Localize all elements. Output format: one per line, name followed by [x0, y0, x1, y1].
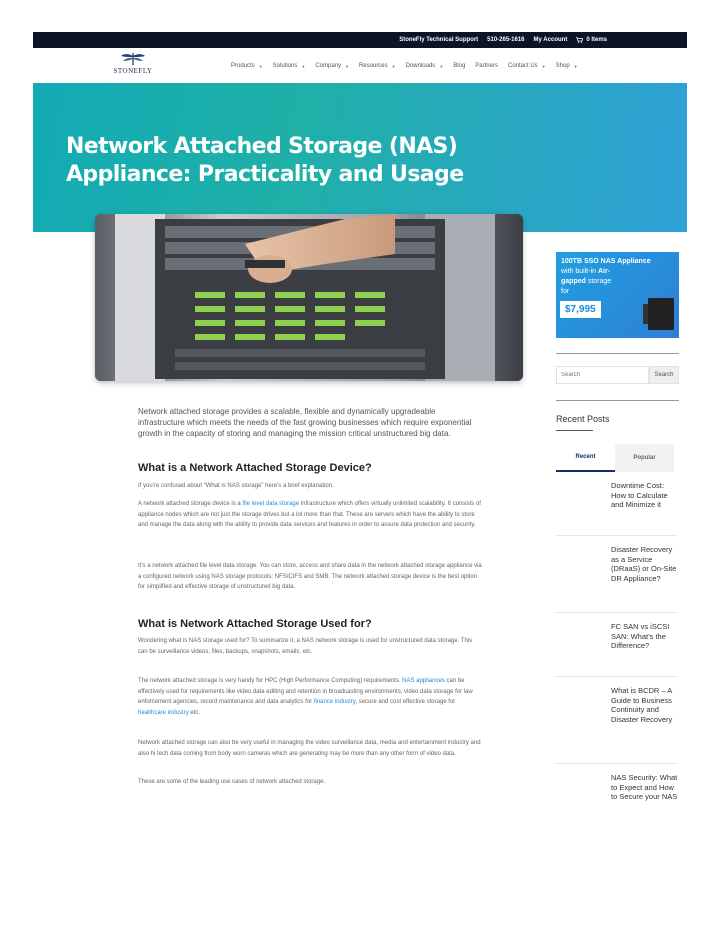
- dragonfly-logo-icon: [120, 52, 146, 66]
- chevron-down-icon: ▼: [301, 63, 306, 69]
- nav-item-blog[interactable]: [453, 63, 465, 69]
- top-bar: [33, 32, 687, 48]
- post-divider: [556, 612, 677, 613]
- article-paragraph: If you’re confused about “What is NAS storage” here’s a brief explanation.: [138, 483, 334, 489]
- article-paragraph: Wondering what is NAS storage used for? To summarize it, a NAS network storage is used for unstructured data storage. This can be surveillance videos, files, backups, snapshots, emails, etc.: [138, 638, 473, 655]
- nav-item-label: Resources: [358, 63, 388, 69]
- recent-post-link[interactable]: Disaster Recovery as a Service (DRaaS) or On-Site DR Appliance?: [611, 545, 677, 583]
- post-tabs: [556, 444, 674, 472]
- ad-text-4: storage: [585, 278, 612, 285]
- nav-item-label: Blog: [453, 63, 466, 69]
- article-paragraph: These are some of the leading use cases of network attached storage.: [138, 779, 326, 785]
- article-text: The network attached storage is very handy for HPC (High Performance Computing) requirements.: [138, 678, 403, 684]
- server-rack-illustration: [95, 214, 523, 381]
- search-button[interactable]: Search: [649, 366, 679, 384]
- ad-text-2: Air-: [597, 268, 611, 275]
- ad-price: $7,995: [560, 301, 601, 318]
- article-text: etc.: [188, 709, 201, 716]
- nav-item-label: Shop: [555, 63, 570, 69]
- recent-post-link[interactable]: Downtime Cost: How to Calculate and Minimize it: [611, 481, 668, 509]
- nav-item-label: Partners: [475, 63, 498, 69]
- nav-item-products[interactable]: [231, 63, 263, 69]
- my-account-link[interactable]: My Account: [533, 37, 568, 43]
- chevron-down-icon: ▼: [541, 63, 546, 69]
- post-divider: [556, 763, 677, 764]
- cart-count: 0 Items: [586, 37, 607, 43]
- post-divider: [556, 535, 677, 536]
- nav-item-shop[interactable]: [556, 63, 578, 69]
- nav-item-downloads[interactable]: [406, 63, 444, 69]
- recent-posts-title: Recent Posts: [556, 414, 610, 424]
- chevron-down-icon: ▼: [573, 63, 578, 69]
- nas-appliances-link[interactable]: NAS appliances: [402, 678, 445, 684]
- article-paragraph: [138, 499, 483, 531]
- ad-headline: 100TB SSO NAS Appliance: [561, 258, 651, 265]
- article-intro: Network attached storage provides a scalable, flexible and dynamically upgradeable infrastructure which meets the needs of the fast growing businesses which require exponential growth in the capacity of storing and managing the mission critical unstructured big data.: [138, 407, 472, 438]
- sidebar-search: [556, 366, 679, 384]
- chevron-down-icon: ▼: [258, 63, 263, 69]
- phone-link[interactable]: 510-265-1616: [487, 37, 525, 43]
- main-nav: [231, 63, 578, 69]
- tab-recent[interactable]: Recent: [556, 444, 615, 472]
- nas-device-icon: [648, 298, 674, 330]
- nav-item-partners[interactable]: [475, 63, 498, 69]
- nav-item-label: Products: [231, 63, 255, 69]
- ad-text-3: gapped: [561, 278, 586, 285]
- sidebar-divider: [556, 353, 679, 354]
- site-header: [33, 48, 687, 80]
- recent-posts-underline: [556, 430, 593, 431]
- featured-image: [95, 214, 523, 381]
- nav-item-solutions[interactable]: [273, 63, 306, 69]
- stonefly-logo[interactable]: [113, 52, 153, 80]
- article-text: A network attached storage device is a: [138, 501, 243, 507]
- nav-item-resources[interactable]: [359, 63, 396, 69]
- cart-link[interactable]: [576, 37, 607, 43]
- sidebar-divider: [556, 400, 679, 401]
- chevron-down-icon: ▼: [439, 63, 444, 69]
- nav-item-label: Company: [315, 63, 341, 69]
- logo-text: STONEFLY: [113, 67, 153, 75]
- ad-text-1: with built-in: [561, 268, 598, 275]
- nav-item-label: Contact Us: [507, 63, 538, 69]
- healthcare-industry-link[interactable]: healthcare industry: [138, 709, 189, 716]
- article-paragraph: [138, 676, 483, 718]
- support-link[interactable]: StoneFly Technical Support: [399, 37, 479, 43]
- nav-item-label: Downloads: [405, 63, 436, 69]
- article-heading: What is Network Attached Storage Used for?: [138, 618, 372, 630]
- article-heading: What is a Network Attached Storage Device?: [138, 462, 372, 474]
- tab-popular[interactable]: Popular: [615, 444, 674, 472]
- file-level-storage-link[interactable]: file level data storage: [242, 501, 300, 507]
- cart-icon: [576, 37, 583, 43]
- post-divider: [556, 676, 677, 677]
- nav-item-company[interactable]: [315, 63, 349, 69]
- ad-text-5: for: [561, 288, 570, 295]
- article-text: can be effectively used for requirements like video data editing and retention in broadcasting environments, video data storage for law enforcement agencies, record maintenance and data analytics for: [138, 678, 473, 705]
- page-title: Network Attached Storage (NAS) Appliance: Practicality and Usage: [66, 134, 464, 187]
- search-input[interactable]: [556, 366, 649, 384]
- article-text: , secure and cost effective storage for: [355, 699, 456, 705]
- hero-banner: [33, 83, 687, 232]
- finance-industry-link[interactable]: finance industry: [313, 699, 356, 705]
- article-paragraph: Network attached storage can also be very useful in managing the video surveillance data, media and entertainment industry and also hi tech data coming from body worn cameras which are generating may be more than any other form of video data.: [138, 740, 481, 757]
- recent-post-link[interactable]: NAS Security: What to Expect and How to Secure your NAS: [611, 773, 678, 801]
- nav-item-label: Solutions: [272, 63, 298, 69]
- nav-item-contact-us[interactable]: [508, 63, 546, 69]
- nas-appliance-ad[interactable]: [556, 252, 679, 338]
- chevron-down-icon: ▼: [391, 63, 396, 69]
- recent-post-link[interactable]: What is BCDR – A Guide to Business Continuity and Disaster Recovery: [611, 686, 673, 724]
- article-paragraph: It’s a network attached file level data storage. You can store, access and share data in the network attached storage appliance via a configured network using NAS storage protocols: NFS/CIFS and SMB. The network attached storage device is the best option for simplified and effective storage of unstructured big data.: [138, 563, 482, 590]
- chevron-down-icon: ▼: [345, 63, 349, 69]
- recent-post-link[interactable]: FC SAN vs iSCSI SAN: What’s the Difference?: [611, 622, 670, 650]
- article-text: infrastructure which offers virtually unlimited scalability. It consists of appliance nodes which are not just the storage drives but a lot more than that. These are servers which have the ability to store and manage the data along with the ability to provide data services and features in order to assure data protection and security.: [138, 501, 481, 528]
